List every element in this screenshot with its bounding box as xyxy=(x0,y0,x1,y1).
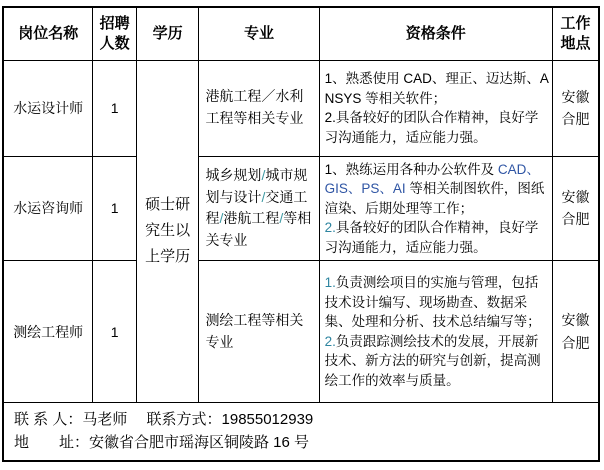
header-headcount: 招聘人数 xyxy=(93,7,136,60)
cell-position: 水运设计师 xyxy=(3,60,93,156)
cell-location: 安徽合肥 xyxy=(552,261,599,403)
header-location: 工作地点 xyxy=(552,7,599,60)
cell-location: 安徽合肥 xyxy=(552,60,599,156)
cell-headcount: 1 xyxy=(93,156,136,261)
contact-person-line: 联 系 人：马老师 联系方式：19855012939 xyxy=(14,411,314,429)
table-row-surveyor xyxy=(3,261,599,403)
header-major: 专业 xyxy=(199,7,319,60)
cell-education-merged: 硕士研究生以上学历 xyxy=(136,60,199,403)
cell-qualifications: 1.负责测绘项目的实施与管理，包括技术设计编写、现场勘查、数据采集、处理和分析、技术总结编写等； 2.负责跟踪测绘技术的发展，开展新技术、新方法的研究与创新，提高测绘工作的效率与质量。 xyxy=(319,261,552,403)
cell-qualifications: 1、熟悉使用 CAD、理正、迈达斯、ANSYS 等相关软件； 2.具备较好的团队合作精神，良好学习沟通能力，适应能力强。 xyxy=(319,60,552,156)
contact-address-line: 地 址：安徽省合肥市瑶海区铜陵路 16 号 xyxy=(14,434,310,452)
header-position: 岗位名称 xyxy=(3,7,93,60)
cell-position: 测绘工程师 xyxy=(3,261,93,403)
header-education: 学历 xyxy=(136,7,199,60)
cell-headcount: 1 xyxy=(93,261,136,403)
table-row-designer xyxy=(3,60,599,156)
cell-major: 测绘工程等相关专业 xyxy=(199,261,319,403)
recruitment-table xyxy=(2,6,600,462)
header-row xyxy=(3,7,599,60)
table-row-consultant xyxy=(3,156,599,261)
contact-row xyxy=(3,403,599,461)
cell-location: 安徽合肥 xyxy=(552,156,599,261)
cell-qualifications: 1、熟练运用各种办公软件及 CAD、GIS、PS、AI 等相关制图软件，图纸渲染、后期处理等工作； 2.具备较好的团队合作精神，良好学习沟通能力，适应能力强。 xyxy=(319,156,552,261)
cell-major: 城乡规划/城市规划与设计/交通工程/港航工程/等相关专业 xyxy=(199,156,319,261)
contact-cell xyxy=(3,403,599,461)
cell-headcount: 1 xyxy=(93,60,136,156)
cell-position: 水运咨询师 xyxy=(3,156,93,261)
header-qualifications: 资格条件 xyxy=(319,7,552,60)
cell-major: 港航工程／水利工程等相关专业 xyxy=(199,60,319,156)
